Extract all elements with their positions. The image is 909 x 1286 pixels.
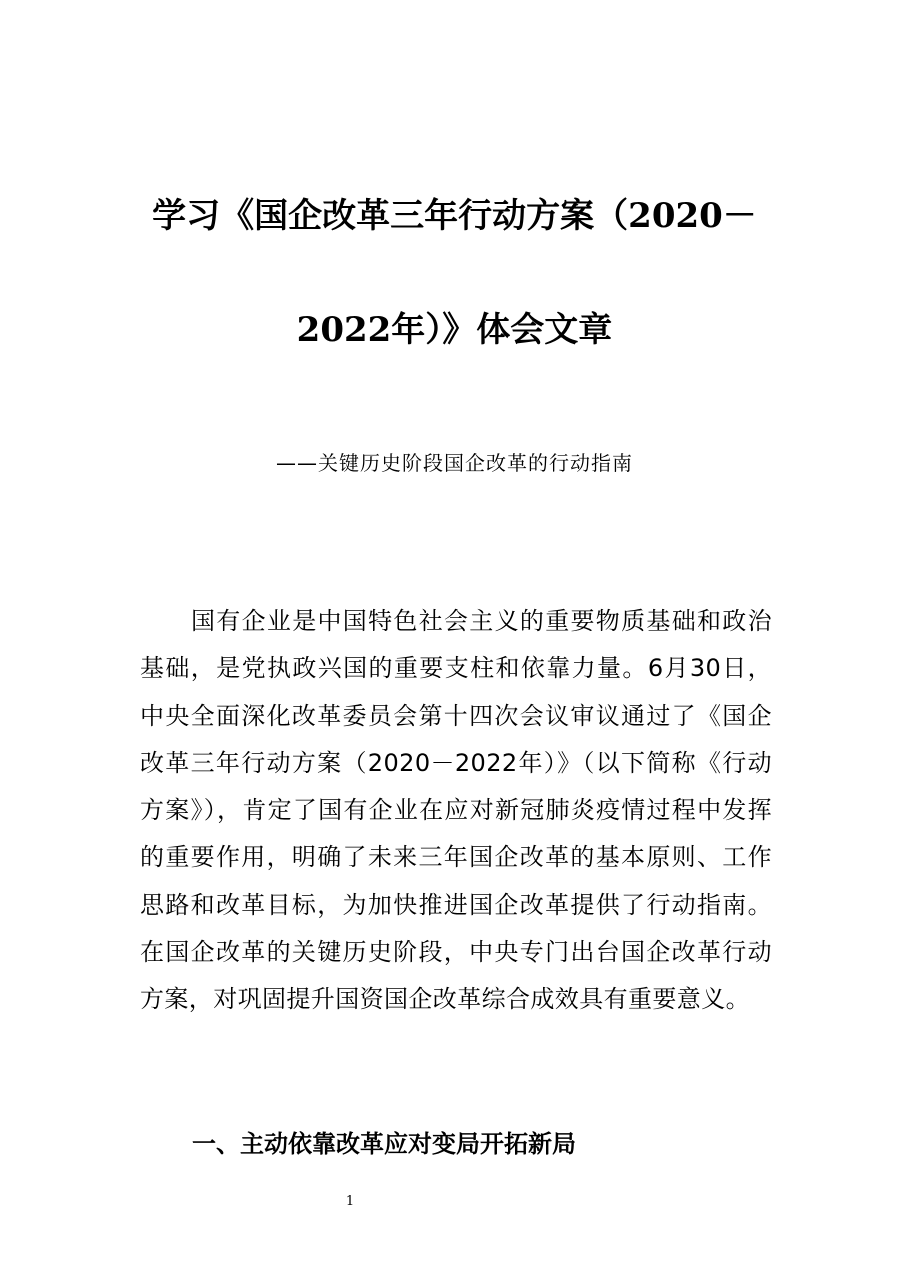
document-subtitle: ——关键历史阶段国企改革的行动指南 bbox=[276, 451, 633, 475]
body-paragraph: 国有企业是中国特色社会主义的重要物质基础和政治基础，是党执政兴国的重要支柱和依靠力量。6月30日，中央全面深化改革委员会第十四次会议审议通过了《国企改革三年行动方案（2020－2022年）》（以下简称《行动方案》），肯定了国有企业在应对新冠肺炎疫情过程中发挥的重要作用，明确了未来三年国企改革的基本原则、工作思路和改革目标，为加快推进国企改革提供了行动指南。在国企改革的关键历史阶段，中央专门出台国企改革行动方案，对巩固提升国资国企改革综合成效具有重要意义。 bbox=[140, 607, 772, 1014]
page-number: 1 bbox=[345, 1194, 355, 1209]
document-title-line-1: 学习《国企改革三年行动方案（2020－ bbox=[152, 196, 757, 236]
section-heading: 一、主动依靠改革应对变局开拓新局 bbox=[192, 1130, 576, 1158]
document-title-line-2: 2022年）》体会文章 bbox=[296, 310, 613, 350]
